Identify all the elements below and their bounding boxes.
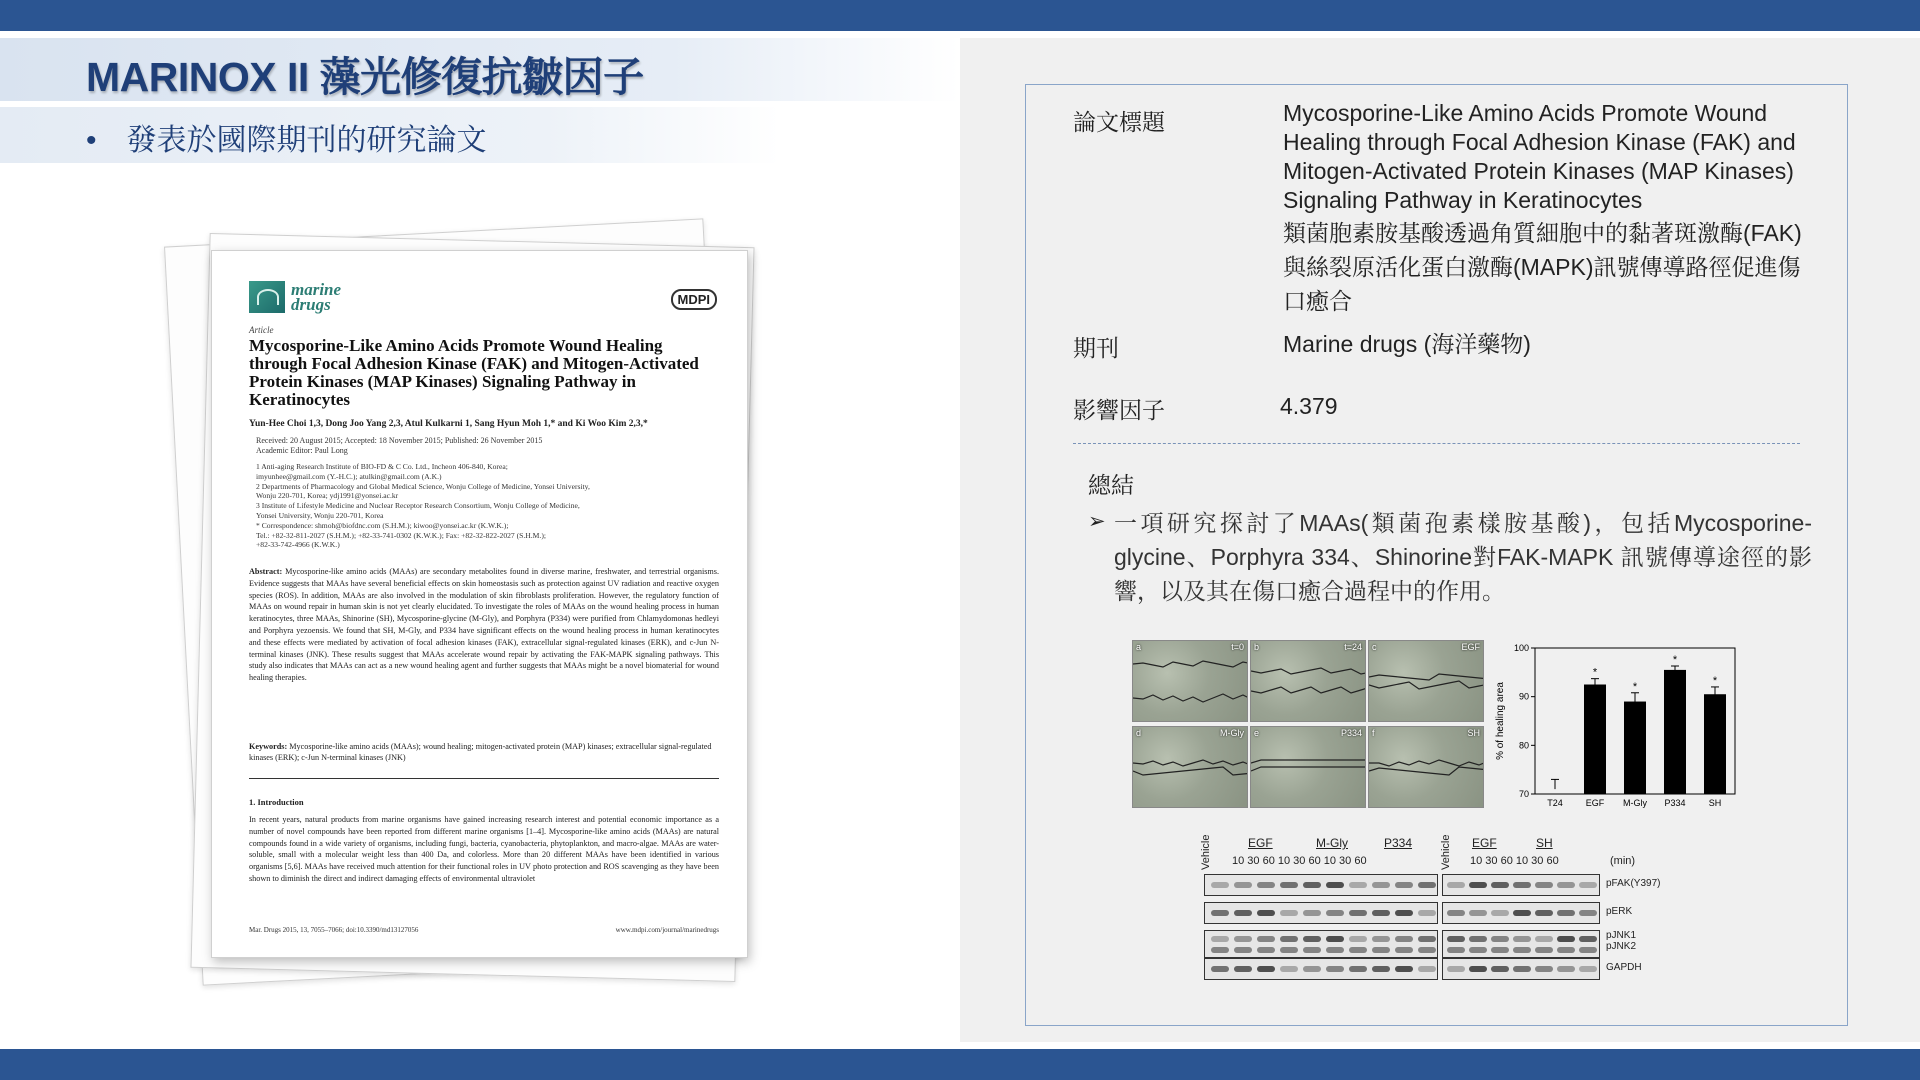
blot-band [1326, 936, 1344, 942]
timepoints-left: 10 30 60 10 30 60 10 30 60 [1232, 855, 1367, 867]
blot-band [1418, 947, 1436, 953]
x-tick-label: T24 [1547, 798, 1563, 808]
intro-heading: 1. Introduction [249, 797, 304, 807]
blot-band [1491, 947, 1509, 953]
blot-band [1447, 947, 1465, 953]
blot-band [1372, 936, 1390, 942]
blot-band [1469, 966, 1487, 972]
blot-band [1513, 882, 1531, 888]
bottom-banner [0, 1049, 1920, 1080]
bar-P334 [1664, 670, 1686, 794]
significance-marker: * [1672, 654, 1678, 667]
paper-front-page [211, 250, 748, 958]
y-axis-label: % of healing area [1495, 682, 1506, 760]
blot-band [1372, 910, 1390, 916]
wound-edge-lines [1133, 727, 1248, 808]
blot-band [1257, 936, 1275, 942]
blot-band [1280, 936, 1298, 942]
intro-text: In recent years, natural products from marine organisms have gained increasing research interest and potential economic importance as a number of novel compounds have been reported from different marine organisms [1–4]. Mycosporine-like amino acids (MAAs) are natural compounds found in a wide variety of organisms, including fungi, bacteria, cyanobacteria, phytoplankton, and macro-algae. MAAs are water-soluble, small with a molecular weight less than 400 Da, and colorless. More than 20 different MAAs have been identified in various organisms [5,6]. MAAs have received much attention for their functional roles in UV photo protection and ROS scavenging as they have been shown to diminish the direct and indirect damaging effects of environmental ultraviolet [249, 815, 719, 883]
vehicle-label-left: Vehicle [1200, 834, 1212, 870]
journal-url: www.mdpi.com/journal/marinedrugs [615, 926, 719, 934]
blot-band [1349, 910, 1367, 916]
blot-band [1469, 882, 1487, 888]
wave-icon [249, 281, 285, 313]
paper-divider [249, 778, 719, 779]
y-tick-label: 70 [1518, 789, 1529, 799]
affiliation-line: Yonsei University, Wonju 220-701, Korea [256, 510, 384, 520]
journal-value: Marine drugs (海洋藥物) [1283, 331, 1531, 357]
paper-authors: Yun-Hee Choi 1,3, Dong Joo Yang 2,3, Atul Kulkarni 1, Sang Hyun Moh 1,* and Ki Woo Kim 2,3,* [249, 419, 648, 429]
blot-band [1579, 910, 1597, 916]
affiliation-line: * Correspondence: shmoh@biofdnc.com (S.H.M.); kiwoo@yonsei.ac.kr (K.W.K.); [256, 520, 509, 530]
blot-band [1579, 936, 1597, 942]
chart-svg [1493, 642, 1743, 812]
micrograph-tag: M-Gly [1220, 728, 1244, 738]
x-tick-label: P334 [1664, 798, 1686, 808]
blot-band [1280, 882, 1298, 888]
bullet-icon: • [86, 124, 97, 157]
dashed-divider [1073, 443, 1800, 444]
affiliation-line: 1 Anti-aging Research Institute of BIO-FD & C Co. Ltd., Incheon 406-840, Korea; [256, 462, 508, 471]
journal-label: 期刊 [1073, 335, 1119, 361]
blot-band [1234, 947, 1252, 953]
x-tick-label: EGF [1585, 798, 1605, 808]
blot-band [1280, 910, 1298, 916]
bar-M-Gly [1624, 702, 1646, 794]
micrograph-tag: EGF [1461, 642, 1480, 652]
blot-band [1447, 966, 1465, 972]
affiliation-line: 3 Institute of Lifestyle Medicine and Nuclear Receptor Research Consortium, Wonju College of Medicine, [256, 501, 580, 511]
micrograph-letter: a [1136, 642, 1142, 652]
affiliation-line: Tel.: +82-32-811-2027 (S.H.M.); +82-33-741-0302 (K.W.K.); Fax: +82-32-822-2027 (S.H.M.); [256, 530, 546, 540]
y-tick-label: 100 [1513, 643, 1529, 653]
blot-strip-left [1204, 902, 1438, 924]
micrograph-letter: f [1372, 728, 1375, 738]
blot-band [1326, 882, 1344, 888]
lane-group-label: SH [1536, 836, 1553, 850]
blot-band [1372, 966, 1390, 972]
micrograph-b [1250, 640, 1366, 722]
lane-group-label: EGF [1472, 836, 1497, 850]
blot-band [1579, 966, 1597, 972]
significance-marker: * [1712, 674, 1718, 687]
blot-band [1513, 936, 1531, 942]
micrograph-tag: SH [1467, 728, 1480, 738]
blot-row-label: pERK [1606, 906, 1633, 917]
blot-band [1579, 947, 1597, 953]
wound-edge-lines [1251, 727, 1366, 808]
blot-band [1257, 910, 1275, 916]
journal-logo [249, 281, 341, 313]
blot-strip-right [1442, 930, 1600, 958]
blot-band [1257, 947, 1275, 953]
blot-band [1211, 910, 1229, 916]
blot-band [1535, 882, 1553, 888]
blot-band [1513, 966, 1531, 972]
article-type: Article [249, 325, 274, 335]
wound-edge-lines [1369, 641, 1484, 722]
blot-band [1349, 947, 1367, 953]
micrograph-letter: b [1254, 642, 1260, 652]
title-zh: 類菌胞素胺基酸透過角質細胞中的黏著斑激酶(FAK)與絲裂原活化蛋白激酶(MAPK)訊號傳導路徑促進傷口癒合 [1283, 220, 1802, 314]
blot-band [1513, 947, 1531, 953]
blot-band [1257, 966, 1275, 972]
blot-band [1469, 936, 1487, 942]
western-blot [1200, 830, 1700, 990]
blot-band [1557, 910, 1575, 916]
top-banner [0, 0, 1920, 31]
wound-edge-lines [1251, 641, 1366, 722]
blot-band [1513, 910, 1531, 916]
page-title: MARINOX II 藻光修復抗皺因子 [86, 54, 644, 100]
journal-name: marine drugs [291, 280, 342, 314]
vehicle-label-right: Vehicle [1440, 834, 1452, 870]
arrow-bullet-icon: ➢ [1088, 510, 1106, 533]
blot-band [1447, 910, 1465, 916]
citation: Mar. Drugs 2015, 13, 7055–7066; doi:10.3390/md13127056 [249, 926, 419, 934]
blot-band [1469, 910, 1487, 916]
micrograph-tag: t=0 [1231, 642, 1244, 652]
blot-band [1234, 966, 1252, 972]
blot-band [1234, 910, 1252, 916]
title-label: 論文標題 [1073, 109, 1165, 135]
affiliation-line: 2 Departments of Pharmacology and Global Medical Science, Wonju College of Medicine, Yonsei University, [256, 481, 590, 491]
blot-band [1395, 966, 1413, 972]
blot-band [1557, 966, 1575, 972]
blot-band [1234, 936, 1252, 942]
blot-band [1418, 882, 1436, 888]
blot-band [1557, 936, 1575, 942]
blot-row-label: pFAK(Y397) [1606, 878, 1661, 889]
affiliation-line: Wonju 220-701, Korea; ydj1991@yonsei.ac.kr [256, 491, 399, 501]
subtitle [86, 115, 487, 159]
blot-band [1372, 882, 1390, 888]
micrograph-letter: c [1372, 642, 1377, 652]
paper-abstract: Abstract: Mycosporine-like amino acids (MAAs) are secondary metabolites found in diverse marine, freshwater, and terrestrial organisms. Evidence suggests that MAAs have several beneficial effects on skin homeostasis such as protection against UV radiation and reactive oxygen species (ROS). In addition, MAAs are also involved in the modulation of skin fibroblasts proliferation. However, the regulatory function of MAAs on wound repair in human skin is not yet clearly elucidated. To investigate the roles of MAAs on the wound healing process in human keratinocytes, three MAAs, Shinorine (SH), Mycosporine-glycine (M-Gly), and Porphyra (P334) were purified from Chlamydomonas hedleyi and Porphyra yezoensis. We found that SH, M-Gly, and P334 have significant effects on the wound healing process in human keratinocytes and these effects were mediated by activation of focal adhesion kinases (FAK), extracellular signal-regulated kinases (ERK), and c-Jun N-terminal kinases (JNK). These results suggest that MAAs accelerate wound repair by activating the FAK-MAPK signaling pathways. This study also indicates that MAAs can act as a new wound healing agent and further suggests that MAAs might be a novel biomaterial for wound healing therapies. [249, 567, 720, 683]
significance-marker: * [1592, 666, 1598, 679]
micrograph-f [1368, 726, 1484, 808]
wound-edge-lines [1369, 727, 1484, 808]
blot-band [1211, 966, 1229, 972]
blot-band [1535, 910, 1553, 916]
blot-band [1326, 910, 1344, 916]
blot-band [1326, 966, 1344, 972]
blot-band [1535, 966, 1553, 972]
paper-affiliations [256, 462, 716, 550]
wound-edge-lines [1133, 641, 1248, 722]
blot-band [1579, 882, 1597, 888]
blot-band [1372, 947, 1390, 953]
blot-band [1395, 910, 1413, 916]
blot-band [1326, 947, 1344, 953]
blot-row-label: pJNK1 [1606, 930, 1637, 941]
blot-band [1349, 966, 1367, 972]
x-tick-label: SH [1708, 798, 1722, 808]
blot-strip-right [1442, 958, 1600, 980]
paper-keywords: Keywords: Mycosporine-like amino acids (MAAs); wound healing; mitogen-activated protein (MAP) kinases; extracellular signal-regulated kinases (ERK); c-Jun N-terminal kinases (JNK) [249, 742, 712, 762]
blot-strip-left [1204, 874, 1438, 896]
paper-footer [249, 926, 719, 934]
blot-band [1469, 947, 1487, 953]
blot-band [1491, 936, 1509, 942]
micrograph-letter: e [1254, 728, 1260, 738]
blot-band [1234, 882, 1252, 888]
impact-label: 影響因子 [1073, 397, 1165, 423]
blot-band [1303, 910, 1321, 916]
blot-band [1535, 947, 1553, 953]
paper-title: Mycosporine-Like Amino Acids Promote Wound Healing through Focal Adhesion Kinase (FAK) and Mitogen-Activated Protein Kinases (MAP Kinases) Signaling Pathway in Keratinocytes [249, 336, 699, 409]
blot-band [1395, 936, 1413, 942]
blot-band [1418, 910, 1436, 916]
blot-band [1395, 882, 1413, 888]
blot-band [1303, 966, 1321, 972]
blot-band [1447, 936, 1465, 942]
significance-marker: * [1632, 680, 1638, 693]
affiliation-line: +82-33-742-4966 (K.W.K.) [256, 540, 340, 550]
summary-text: 一項研究探討了MAAs(類菌孢素樣胺基酸)，包括Mycosporine-glycine、Porphyra 334、Shinorine對FAK-MAPK 訊號傳導途徑的影響，以及其在傷口癒合過程中的作用。 [1114, 510, 1812, 604]
micrograph-letter: d [1136, 728, 1142, 738]
blot-row-label: GAPDH [1606, 962, 1642, 973]
micrograph-d [1132, 726, 1248, 808]
blot-band [1211, 936, 1229, 942]
bar-EGF [1584, 685, 1606, 795]
blot-band [1211, 882, 1229, 888]
blot-band [1491, 910, 1509, 916]
blot-strip-left [1204, 958, 1438, 980]
blot-band [1395, 947, 1413, 953]
blot-row-label: pJNK2 [1606, 941, 1637, 952]
micrograph-e [1250, 726, 1366, 808]
blot-band [1418, 936, 1436, 942]
timepoints-right: 10 30 60 10 30 60 [1470, 855, 1559, 867]
micrograph-tag: t=24 [1344, 642, 1362, 652]
blot-strip-right [1442, 874, 1600, 896]
blot-band [1349, 936, 1367, 942]
micrograph-c [1368, 640, 1484, 722]
blot-band [1349, 882, 1367, 888]
blot-band [1257, 882, 1275, 888]
blot-band [1303, 882, 1321, 888]
affiliation-line: imyunhee@gmail.com (Y.-H.C.); atulkin@gmail.com (A.K.) [256, 471, 442, 481]
blot-band [1557, 882, 1575, 888]
blot-band [1303, 936, 1321, 942]
x-tick-label: M-Gly [1623, 798, 1647, 808]
blot-band [1211, 947, 1229, 953]
lane-group-label: EGF [1248, 836, 1273, 850]
blot-strip-left [1204, 930, 1438, 958]
blot-band [1491, 882, 1509, 888]
blot-strip-right [1442, 902, 1600, 924]
healing-bar-chart [1493, 642, 1743, 812]
blot-band [1447, 882, 1465, 888]
blot-band [1535, 936, 1553, 942]
subtitle-text: 發表於國際期刊的研究論文 [126, 124, 487, 157]
micrograph-a [1132, 640, 1248, 722]
bar-SH [1704, 694, 1726, 794]
summary-heading: 總結 [1088, 472, 1134, 498]
blot-band [1280, 966, 1298, 972]
time-unit: (min) [1610, 855, 1636, 867]
blot-band [1557, 947, 1575, 953]
y-tick-label: 80 [1518, 740, 1529, 751]
micrograph-tag: P334 [1340, 728, 1362, 738]
publisher-logo: MDPI [671, 289, 718, 310]
blot-band [1303, 947, 1321, 953]
blot-band [1418, 966, 1436, 972]
lane-group-label: M-Gly [1316, 836, 1348, 850]
impact-value: 4.379 [1280, 393, 1338, 419]
blot-band [1491, 966, 1509, 972]
title-en: Mycosporine-Like Amino Acids Promote Wound Healing through Focal Adhesion Kinase (FAK) and Mitogen-Activated Protein Kinases (MAP Kinases) Signaling Pathway in Keratinocytes [1283, 100, 1796, 213]
y-tick-label: 90 [1518, 691, 1529, 702]
paper-dates: Received: 20 August 2015; Accepted: 18 November 2015; Published: 26 November 2015 Academic Editor: Paul Long [256, 436, 543, 455]
blot-band [1280, 947, 1298, 953]
lane-group-label: P334 [1384, 836, 1413, 850]
